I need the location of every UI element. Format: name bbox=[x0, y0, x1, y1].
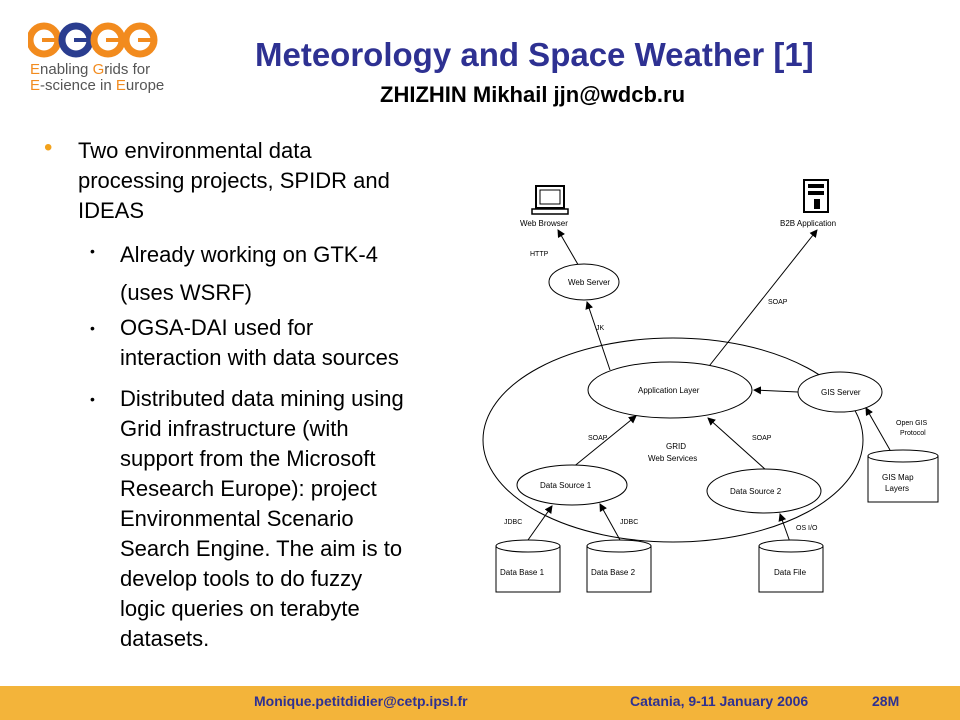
slide-subtitle: ZHIZHIN Mikhail jjn@wdcb.ru bbox=[380, 82, 686, 107]
soap-right-label: SOAP bbox=[752, 435, 772, 442]
data-source-1-label: Data Source 1 bbox=[540, 481, 592, 490]
bullet-main-line: IDEAS bbox=[78, 198, 145, 223]
sub-bullet-line: Environmental Scenario bbox=[120, 506, 354, 531]
soap-left-label: SOAP bbox=[588, 435, 608, 442]
sub-bullet-dot-icon: • bbox=[90, 243, 95, 259]
sub-bullet-line: Grid infrastructure (with bbox=[120, 416, 349, 441]
sub-bullet-line: Research Europe): project bbox=[120, 476, 377, 501]
data-source-2-label: Data Source 2 bbox=[730, 487, 782, 496]
sub-bullet-line: logic queries on terabyte bbox=[120, 596, 360, 621]
footer-bar bbox=[0, 686, 960, 720]
sub-bullet-line: Already working on GTK-4 bbox=[120, 242, 378, 267]
egee-logo-mark bbox=[28, 18, 158, 60]
sub-bullet-line: OGSA-DAI used for bbox=[120, 315, 314, 340]
web-services-label: Web Services bbox=[648, 454, 698, 463]
sub-bullet-line: interaction with data sources bbox=[120, 345, 399, 370]
data-base-2-db bbox=[587, 540, 651, 592]
logo-tagline-2: E-science in Europe bbox=[30, 77, 165, 94]
gis-server-label: GIS Server bbox=[821, 388, 861, 397]
slide-title: Meteorology and Space Weather [1] bbox=[255, 36, 814, 73]
jk-label: JK bbox=[596, 325, 605, 332]
sub-bullet-line: support from the Microsoft bbox=[120, 446, 376, 471]
http-label: HTTP bbox=[530, 251, 549, 258]
server-icon bbox=[804, 180, 828, 212]
sub-bullet-line: Distributed data mining using bbox=[120, 386, 404, 411]
jdbc-left-label: JDBC bbox=[504, 519, 523, 526]
footer-email: Monique.petitdidier@cetp.ipsl.fr bbox=[254, 693, 468, 709]
sub-bullet-dot-icon: • bbox=[90, 320, 95, 336]
gis-layers-label: Layers bbox=[885, 484, 910, 493]
footer-page-number: 28M bbox=[872, 693, 900, 709]
data-base-1-db bbox=[496, 540, 560, 592]
application-layer-label: Application Layer bbox=[638, 386, 700, 395]
architecture-diagram bbox=[480, 170, 950, 600]
bullet-main-line: processing projects, SPIDR and bbox=[78, 168, 390, 193]
soap-top-label: SOAP bbox=[768, 299, 788, 306]
gis-map-label: GIS Map bbox=[882, 473, 914, 482]
sub-bullet-line: (uses WSRF) bbox=[120, 280, 252, 305]
egee-logo bbox=[28, 18, 165, 98]
computer-icon bbox=[532, 186, 568, 214]
bullet-main-line: Two environmental data bbox=[78, 138, 312, 163]
data-file-label: Data File bbox=[774, 568, 807, 577]
open-gis-protocol-label: Protocol bbox=[900, 430, 926, 437]
footer-event: Catania, 9-11 January 2006 bbox=[630, 693, 809, 709]
data-base-1-label: Data Base 1 bbox=[500, 568, 545, 577]
bullet-main bbox=[78, 136, 478, 226]
b2b-application-label: B2B Application bbox=[780, 219, 837, 228]
sub-bullet-line: develop tools to do fuzzy bbox=[120, 566, 363, 591]
open-gis-label: Open GIS bbox=[896, 420, 928, 427]
sub-bullet-mining bbox=[120, 384, 470, 654]
sub-bullet-gtk bbox=[120, 236, 480, 312]
bullet-dot-icon: • bbox=[44, 134, 53, 161]
sub-bullet-line: Search Engine. The aim is to bbox=[120, 536, 403, 561]
logo-tagline-1: Enabling Grids for bbox=[30, 61, 151, 78]
grid-label: GRID bbox=[666, 442, 686, 451]
sub-bullet-line: datasets. bbox=[120, 626, 210, 651]
web-server-label: Web Server bbox=[568, 278, 611, 287]
sub-bullet-dot-icon: • bbox=[90, 391, 95, 407]
data-file-db bbox=[759, 540, 823, 592]
web-browser-label: Web Browser bbox=[520, 219, 568, 228]
sub-bullet-ogsa bbox=[120, 313, 480, 373]
jdbc-right-label: JDBC bbox=[620, 519, 639, 526]
os-io-label: OS I/O bbox=[796, 525, 818, 532]
data-base-2-label: Data Base 2 bbox=[591, 568, 636, 577]
